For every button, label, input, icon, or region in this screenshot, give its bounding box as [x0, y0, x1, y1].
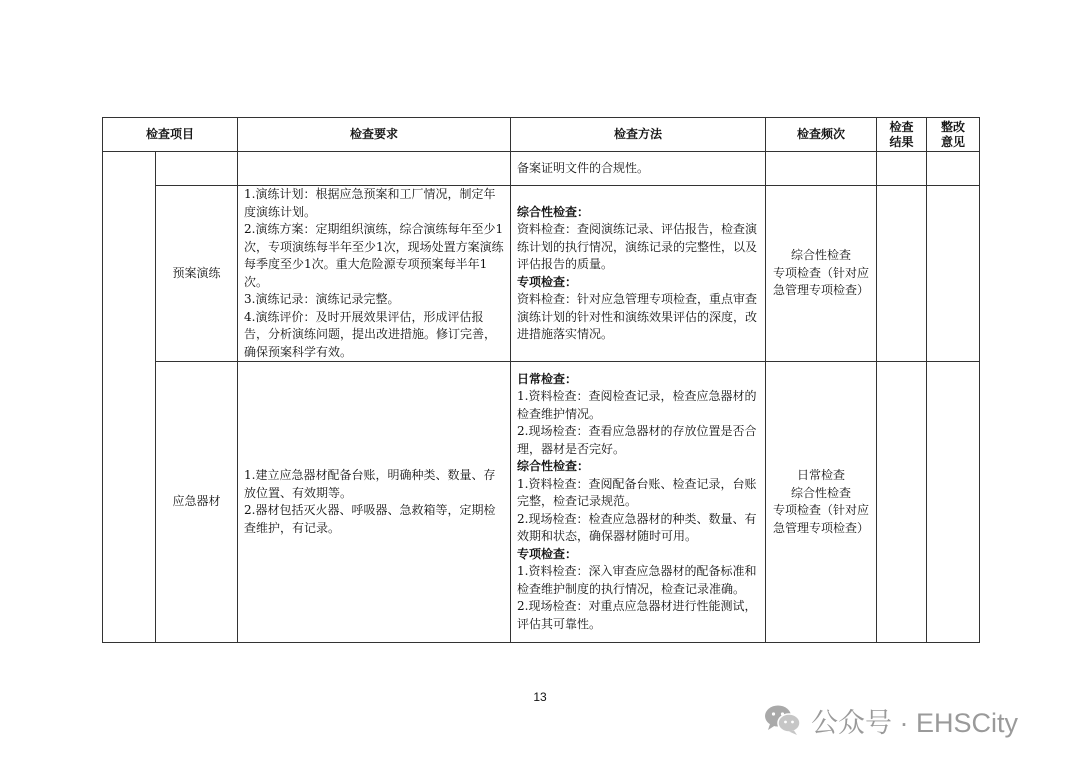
- method-line: 资料检查：查阅演练记录、评估报告，检查演练计划的执行情况，演练记录的完整性，以及评估报告的质量。: [517, 222, 758, 271]
- wechat-icon: [763, 703, 803, 737]
- method-subheading: 综合性检查：: [517, 459, 590, 474]
- page-number: 13: [533, 690, 547, 704]
- frequency-line: 专项检查（针对应急管理专项检查）: [773, 503, 870, 535]
- requirement-line: 3.演练记录：演练记录完整。: [244, 292, 400, 306]
- method-line: 1.资料检查：深入审查应急器材的配备标准和检查维护制度的执行情况，检查记录准确。: [517, 564, 757, 596]
- table-row: [103, 362, 980, 643]
- result-cell: [877, 186, 927, 362]
- header-rectify: 整改 意见: [927, 118, 980, 152]
- rectify-cell: [927, 186, 980, 362]
- rectify-cell: [927, 152, 980, 186]
- watermark: [763, 700, 1018, 740]
- requirement-line: 4.演练评价：及时开展效果评估，形成评估报告，分析演练问题，提出改进措施。修订完善，确保预案科学有效。: [244, 309, 497, 359]
- requirement-cell: [238, 362, 511, 643]
- method-line: 资料检查：针对应急管理专项检查，重点审查演练计划的针对性和演练效果评估的深度，改进措施落实情况。: [517, 292, 758, 341]
- header-row: [103, 118, 980, 152]
- requirement-line: 2.器材包括灭火器、呼吸器、急救箱等，定期检查维护，有记录。: [244, 503, 496, 535]
- rectify-cell: [927, 362, 980, 643]
- frequency-line: 综合性检查: [791, 485, 852, 500]
- frequency-line: 综合性检查: [791, 248, 852, 263]
- header-frequency: 检查频次: [766, 118, 877, 152]
- method-line: 2.现场检查：检查应急器材的种类、数量、有效期和状态，确保器材随时可用。: [517, 511, 757, 544]
- header-result: 检查 结果: [877, 118, 927, 152]
- method-subheading: 综合性检查：: [517, 204, 590, 219]
- category-cell: [103, 152, 156, 643]
- frequency-line: 日常检查: [797, 468, 846, 482]
- requirement-line: 1.演练计划：根据应急预案和工厂情况，制定年度演练计划。: [244, 187, 496, 219]
- table-row: [103, 186, 980, 362]
- header-method: 检查方法: [511, 118, 766, 152]
- table-row: [103, 152, 980, 186]
- method-subheading: 专项检查：: [517, 274, 578, 289]
- requirement-cell: [238, 186, 511, 362]
- requirement-line: 2.演练方案：定期组织演练，综合演练每年至少1次，专项演练每半年至少1次，现场处置方案演练每季度至少1次。重大危险源专项预案每半年1次。: [244, 222, 504, 289]
- result-cell: [877, 152, 927, 186]
- item-cell: [156, 152, 238, 186]
- method-line: 1.资料检查：查阅检查记录，检查应急器材的检查维护情况。: [517, 389, 757, 421]
- method-line: 2.现场检查：对重点应急器材进行性能测试，评估其可靠性。: [517, 599, 757, 631]
- method-cell: [511, 152, 766, 186]
- frequency-cell: [766, 362, 877, 643]
- watermark-text: 公众号 · EHSCity: [811, 707, 1019, 738]
- method-line: 2.现场检查：查看应急器材的存放位置是否合理，器材是否完好。: [517, 424, 757, 456]
- requirement-line: 1.建立应急器材配备台账，明确种类、数量、存放位置、有效期等。: [244, 468, 496, 500]
- method-subheading: 日常检查：: [517, 371, 578, 386]
- method-cell: [511, 186, 766, 362]
- item-cell: 应急器材: [156, 362, 238, 643]
- method-line: 备案证明文件的合规性。: [517, 160, 650, 175]
- frequency-cell: [766, 152, 877, 186]
- inspection-table: [102, 117, 980, 643]
- item-cell: 预案演练: [156, 186, 238, 362]
- header-item: 检查项目: [103, 118, 238, 152]
- frequency-line: 专项检查（针对应急管理专项检查）: [773, 265, 870, 298]
- frequency-cell: [766, 186, 877, 362]
- method-subheading: 专项检查：: [517, 546, 578, 561]
- result-cell: [877, 362, 927, 643]
- requirement-cell: [238, 152, 511, 186]
- header-requirement: 检查要求: [238, 118, 511, 152]
- method-cell: [511, 362, 766, 643]
- method-line: 1.资料检查：查阅配备台账、检查记录，台账完整，检查记录规范。: [517, 476, 757, 509]
